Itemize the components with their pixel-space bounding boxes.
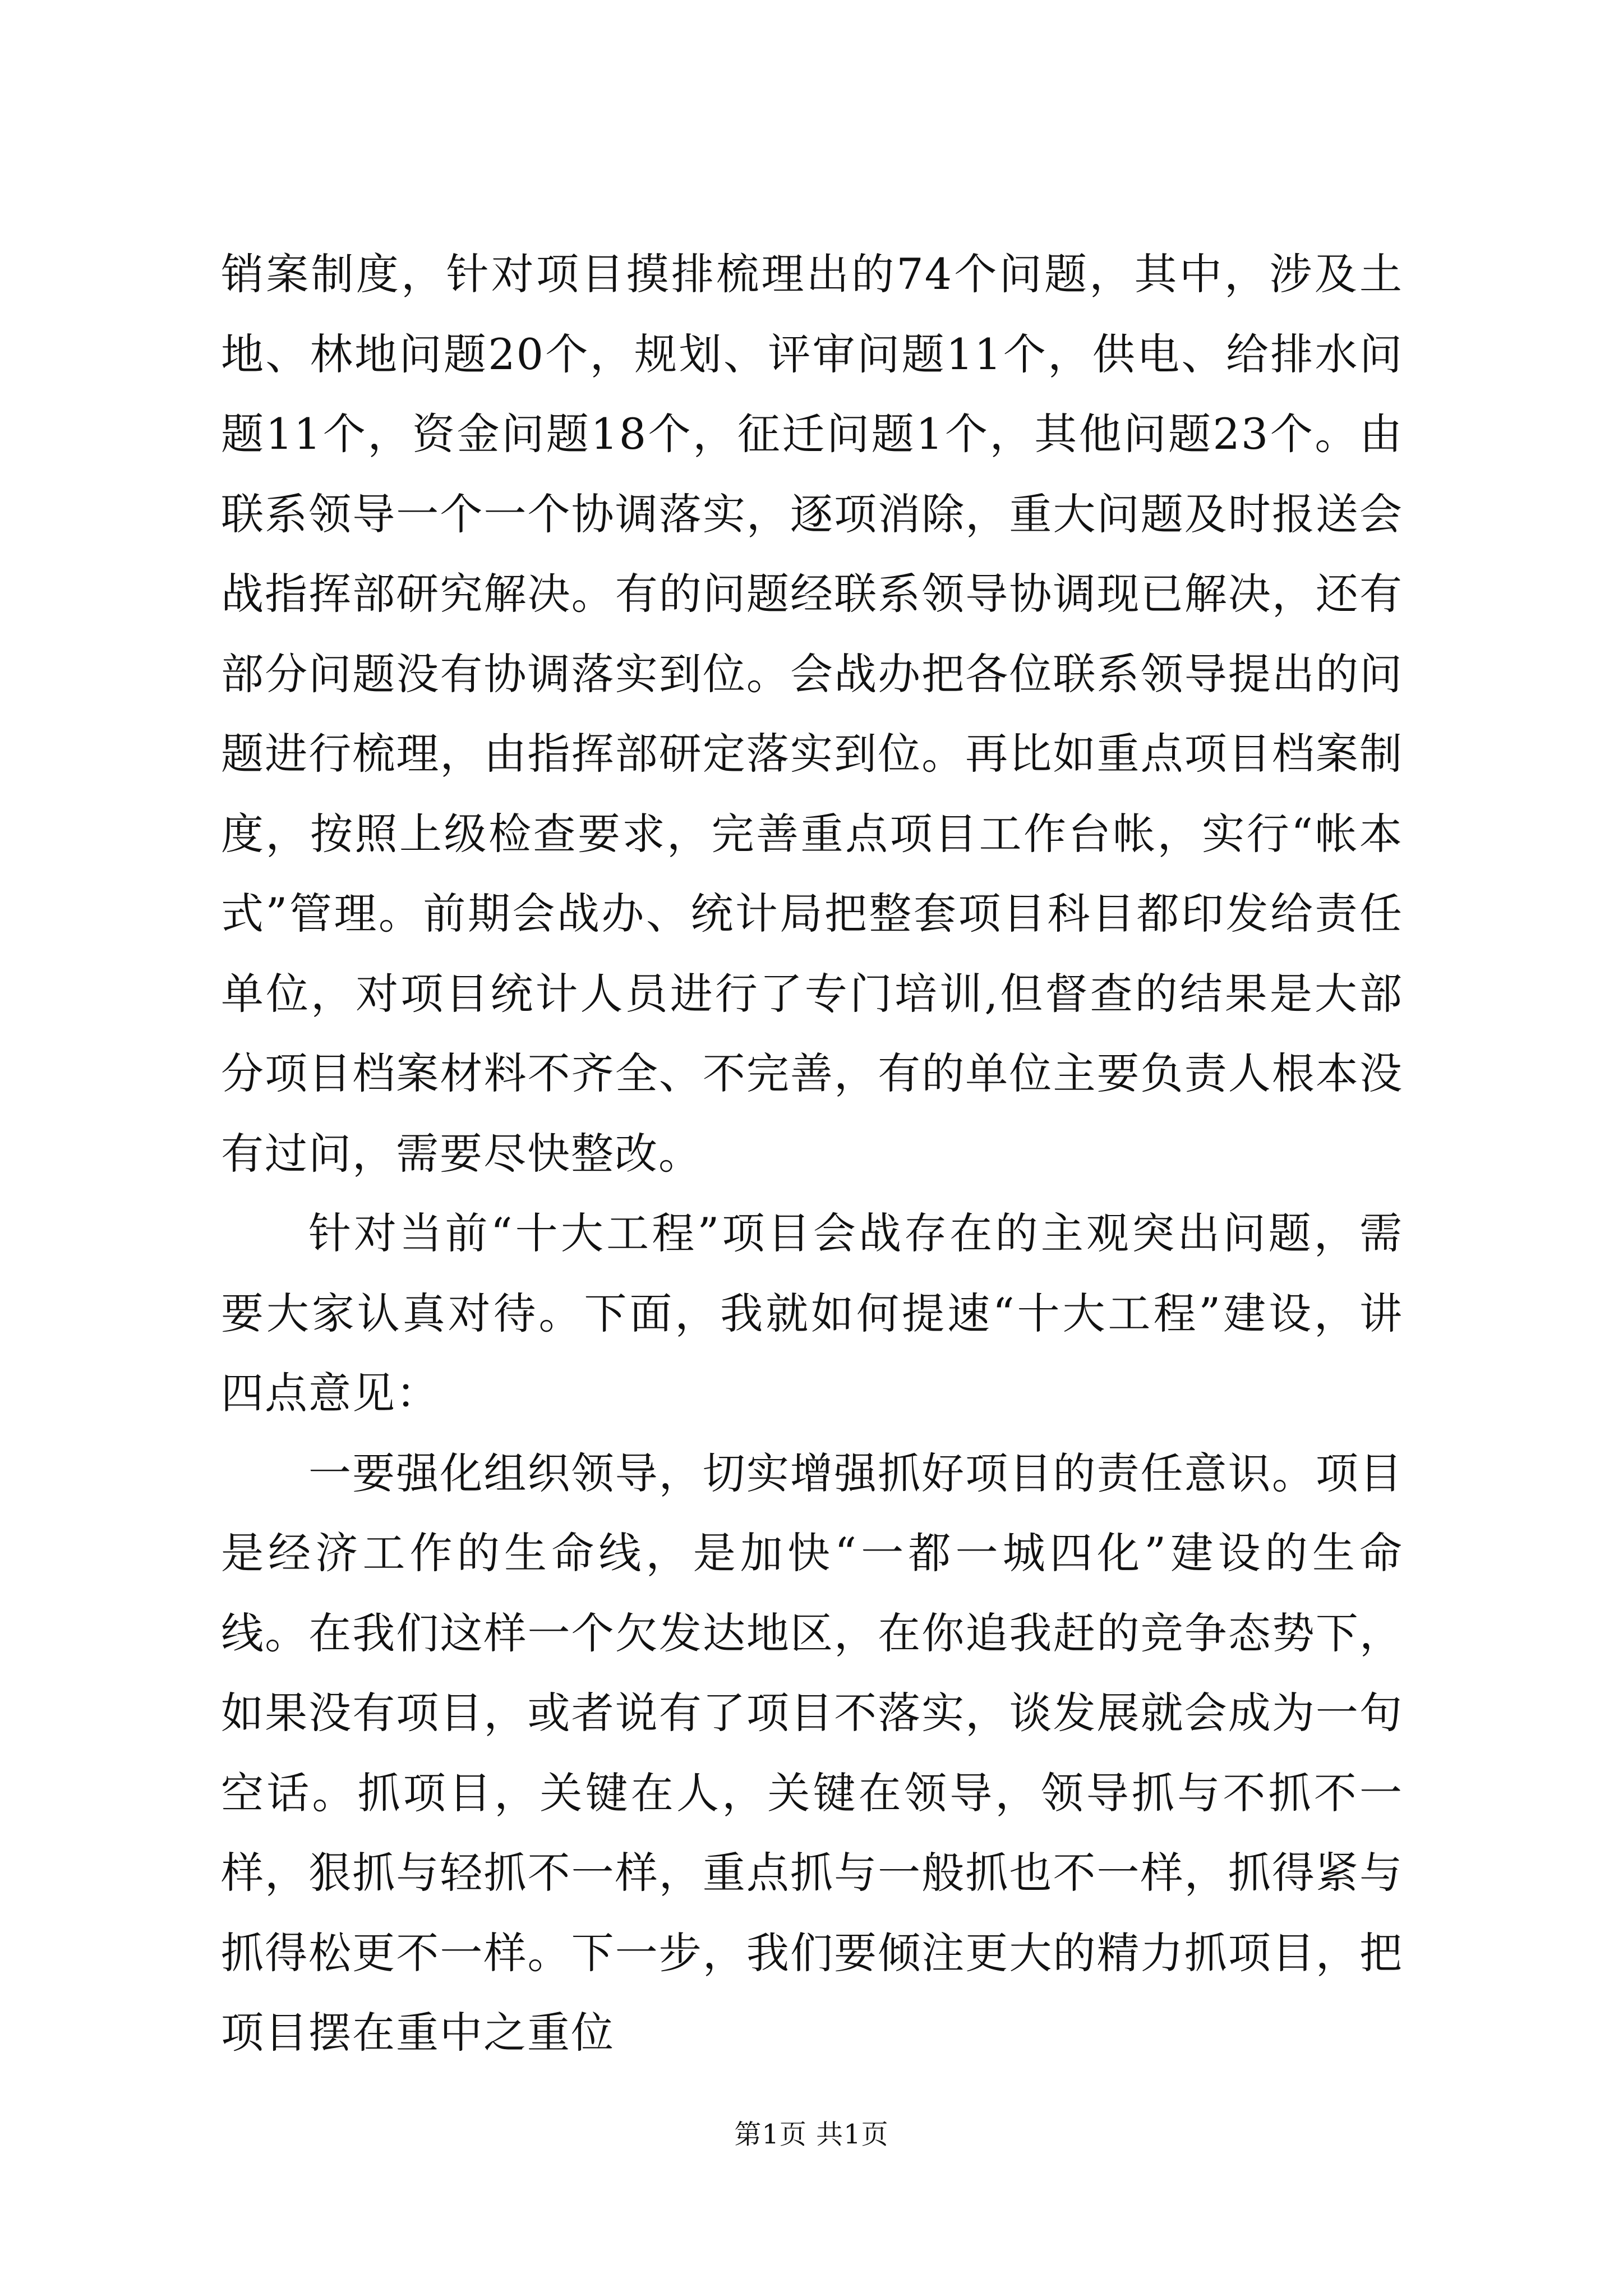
document-body (221, 234, 1403, 2073)
page-footer: 第1页 共1页 (734, 2119, 889, 2150)
paragraph-3: 一要强化组织领导，切实增强抓好项目的责任意识。项目是经济工作的生命线，是加快“一都一城四化”建设的生命线。在我们这样一个欠发达地区，在你追我赶的竞争态势下，如果没有项目，或者说有了项目不落实，谈发展就会成为一句空话。抓项目，关键在人，关键在领导，领导抓与不抓不一样，狠抓与轻抓不一样，重点抓与一般抓也不一样，抓得紧与抓得松更不一样。下一步，我们要倾注更大的精力抓项目，把项目摆在重中之重位 (221, 1448, 1403, 2058)
paragraph-2: 针对当前“十大工程”项目会战存在的主观突出问题，需要大家认真对待。下面，我就如何提速“十大工程”建设，讲四点意见： (221, 1208, 1403, 1418)
paragraph-1: 销案制度，针对项目摸排梳理出的74个问题，其中，涉及土地、林地问题20个，规划、评审问题11个，供电、给排水问题11个，资金问题18个，征迁问题1个，其他问题23个。由联系领导一个一个协调落实，逐项消除，重大问题及时报送会战指挥部研究解决。有的问题经联系领导协调现已解决，还有部分问题没有协调落实到位。会战办把各位联系领导提出的问题进行梳理，由指挥部研定落实到位。再比如重点项目档案制度，按照上级检查要求，完善重点项目工作台帐，实行“帐本式”管理。前期会战办、统计局把整套项目科目都印发给责任单位，对项目统计人员进行了专门培训,但督查的结果是大部分项目档案材料不齐全、不完善，有的单位主要负责人根本没有过问，需要尽快整改。 (221, 249, 1403, 1179)
